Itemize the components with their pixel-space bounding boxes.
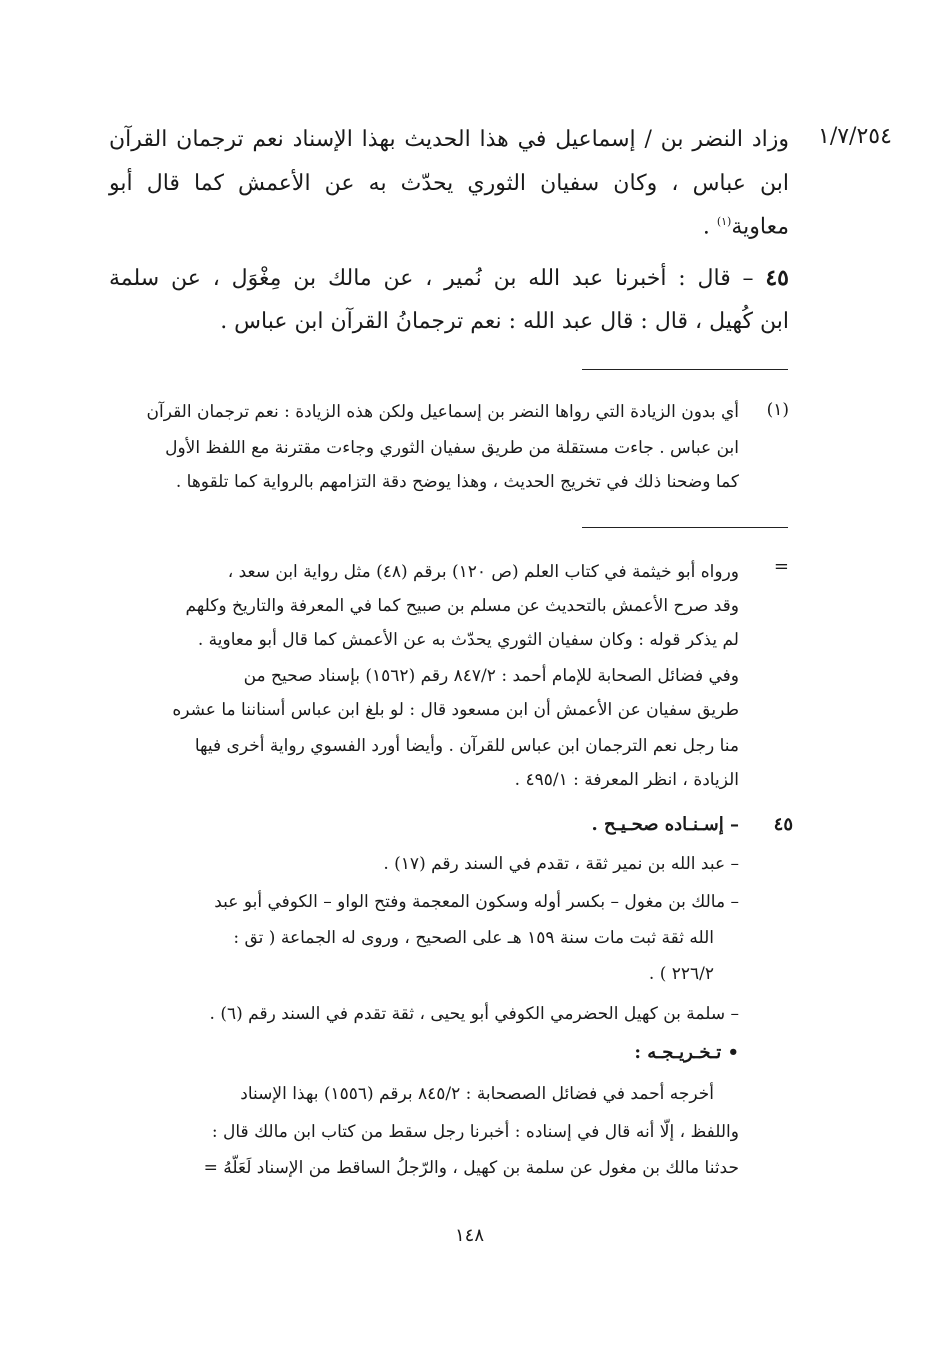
hadith-45-text: – قال : أخبرنا عبد الله بن نُمير ، عن مالك بن مِغْوَل ، عن سلمة <box>109 266 766 291</box>
narrator-line-2: – مالك بن مغول – بكسر أوله وسكون المعجمة وفتح الواو – الكوفي أبو عبد <box>214 892 739 912</box>
takhrij-heading: • تـخـريـجـه : <box>634 1042 739 1063</box>
footnote-ref-1: (١) <box>716 215 732 228</box>
commentary-line-6: منا رجل نعم الترجمان ابن عباس للقرآن . وأيضا أورد الفسوي رواية أخرى فيها <box>194 736 739 756</box>
takhrij-line-2: واللفظ ، إلّا أنه قال في إسناده : أخبرنا رجل سقط من كتاب ابن مالك قال : <box>211 1122 739 1142</box>
footnote-number: (١) <box>766 400 789 420</box>
main-text-end: . <box>702 214 717 240</box>
main-text-word: معاوية <box>731 214 789 240</box>
page-number: ١٤٨ <box>454 1225 484 1246</box>
folio-reference: ١/٧/٢٥٤ <box>818 124 892 149</box>
takhrij-line-1: أخرجه أحمد في فضائل الصصحابة : ٨٤٥/٢ برقم (١٥٥٦) بهذا الإسناد <box>240 1084 714 1104</box>
footnote-separator <box>582 369 788 370</box>
continuation-mark: = <box>773 556 789 577</box>
hadith-number: ٤٥ <box>765 265 789 291</box>
commentary-line-1: ورواه أبو خيثمة في كتاب العلم (ص ١٢٠) برقم (٤٨) مثل رواية ابن سعد ، <box>227 562 739 582</box>
commentary-line-7: الزيادة ، انظر المعرفة : ٤٩٥/١ . <box>514 770 739 790</box>
narrator-line-1: – عبد الله بن نمير ثقة ، تقدم في السند رقم (١٧) . <box>383 854 739 874</box>
narrator-line-4: ٢٢٦/٢ ) . <box>648 964 714 984</box>
main-text-line-3 <box>109 206 789 243</box>
section-number-45: ٤٥ <box>773 814 793 835</box>
footnote-line-2: ابن عباس . جاءت مستقلة من طريق سفيان الثوري وجاءت مقترنة مع اللفظ الأول <box>165 438 739 458</box>
commentary-line-3: لم يذكر قوله : وكان سفيان الثوري يحدّث به عن الأعمش كما قال أبو معاوية . <box>197 630 739 650</box>
hadith-45-line-1 <box>109 262 789 295</box>
narrator-line-3: الله ثقة ثبت مات سنة ١٥٩ هـ على الصحيح ، وروى له الجماعة ( تق : <box>233 928 714 948</box>
commentary-line-2: وقد صرح الأعمش بالتحديث عن مسلم بن صبيح كما في المعرفة والتاريخ وكلهم <box>185 596 739 616</box>
footnote-line-1: أي بدون الزيادة التي رواها النضر بن إسماعيل ولكن هذه الزيادة : نعم ترجمان القرآن <box>146 402 739 422</box>
isnad-heading: – إسـنـاده صحـيـح . <box>591 814 739 835</box>
commentary-line-5: طريق سفيان عن الأعمش أن ابن مسعود قال : لو بلغ ابن عباس أسناننا ما عشره <box>172 700 739 720</box>
hadith-45-line-2: ابن كُهيل ، قال : قال عبد الله : نعم ترجمانُ القرآن ابن عباس . <box>220 309 789 334</box>
footnote-line-3: كما وضحنا ذلك في تخريج الحديث ، وهذا يوضح دقة التزامهم بالرواية كما تلقوها . <box>175 472 739 492</box>
commentary-line-4: وفي فضائل الصحابة للإمام أحمد : ٨٤٧/٢ رقم (١٥٦٢) بإسناد صحيح من <box>243 666 739 686</box>
main-text-line-1: وزاد النضر بن / إسماعيل في هذا الحديث بهذا الإسناد نعم ترجمان القرآن <box>109 127 789 152</box>
takhrij-line-3: حدثنا مالك بن مغول عن سلمة بن كهيل ، والرّجلُ الساقط من الإسناد لَعَلّهُ = <box>203 1158 739 1178</box>
main-text-line-2: ابن عباس ، وكان سفيان الثوري يحدّث به عن الأعمش كما قال أبو <box>109 171 789 196</box>
commentary-separator <box>582 527 788 528</box>
narrator-line-5: – سلمة بن كهيل الحضرمي الكوفي أبو يحيى ، ثقة تقدم في السند رقم (٦) . <box>209 1004 739 1024</box>
